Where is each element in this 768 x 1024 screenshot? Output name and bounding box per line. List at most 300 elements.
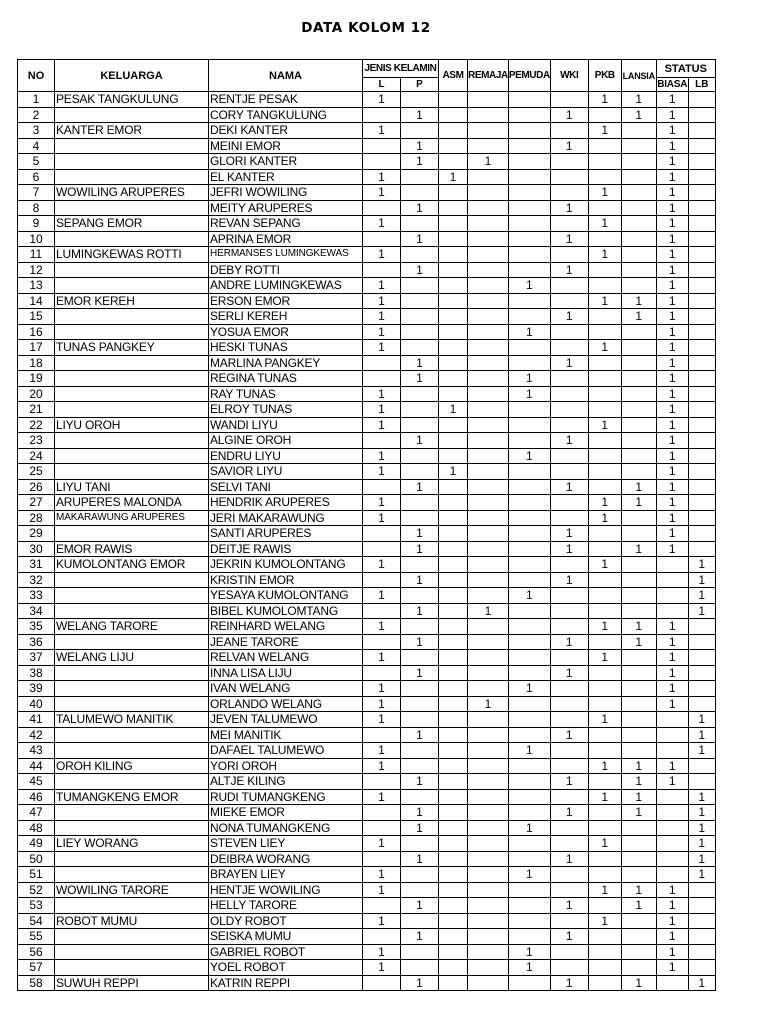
cell-remaja bbox=[468, 138, 509, 154]
cell-asm: 1 bbox=[439, 169, 468, 185]
cell-keluarga: WOWILING ARUPERES bbox=[55, 185, 209, 201]
cell-remaja bbox=[468, 293, 509, 309]
cell-no: 45 bbox=[18, 774, 55, 790]
table-row bbox=[18, 882, 716, 898]
cell-lb bbox=[688, 495, 715, 511]
cell-no: 36 bbox=[18, 634, 55, 650]
cell-pemuda bbox=[508, 913, 550, 929]
cell-remaja bbox=[468, 231, 509, 247]
cell-p: 1 bbox=[401, 898, 439, 914]
cell-wki: 1 bbox=[550, 309, 588, 325]
cell-nama: ERSON EMOR bbox=[209, 293, 363, 309]
cell-asm bbox=[439, 200, 468, 216]
cell-no: 58 bbox=[18, 975, 55, 991]
cell-nama: RAY TUNAS bbox=[209, 386, 363, 402]
cell-asm bbox=[439, 340, 468, 356]
cell-pemuda bbox=[508, 355, 550, 371]
table-row bbox=[18, 681, 716, 697]
cell-lansia bbox=[621, 851, 656, 867]
cell-l: 1 bbox=[363, 402, 401, 418]
cell-lb bbox=[688, 696, 715, 712]
cell-pkb bbox=[588, 433, 621, 449]
cell-no: 29 bbox=[18, 526, 55, 542]
cell-remaja bbox=[468, 805, 509, 821]
cell-wki: 1 bbox=[550, 355, 588, 371]
cell-biasa: 1 bbox=[656, 138, 688, 154]
header-status: STATUS bbox=[656, 60, 715, 78]
cell-wki: 1 bbox=[550, 262, 588, 278]
cell-pemuda bbox=[508, 619, 550, 635]
cell-l bbox=[363, 603, 401, 619]
cell-nama: DEBY ROTTI bbox=[209, 262, 363, 278]
cell-no: 42 bbox=[18, 727, 55, 743]
header-no: NO bbox=[18, 60, 55, 92]
cell-wki bbox=[550, 340, 588, 356]
cell-pemuda bbox=[508, 526, 550, 542]
cell-lb bbox=[688, 355, 715, 371]
cell-remaja bbox=[468, 929, 509, 945]
cell-pemuda bbox=[508, 805, 550, 821]
cell-pkb bbox=[588, 402, 621, 418]
cell-p bbox=[401, 123, 439, 139]
cell-pkb: 1 bbox=[588, 836, 621, 852]
cell-keluarga: WOWILING TARORE bbox=[55, 882, 209, 898]
cell-remaja bbox=[468, 169, 509, 185]
table-row bbox=[18, 169, 716, 185]
cell-no: 32 bbox=[18, 572, 55, 588]
cell-biasa: 1 bbox=[656, 402, 688, 418]
cell-l bbox=[363, 107, 401, 123]
cell-p bbox=[401, 789, 439, 805]
cell-p bbox=[401, 681, 439, 697]
cell-remaja: 1 bbox=[468, 154, 509, 170]
cell-p bbox=[401, 557, 439, 573]
table-row bbox=[18, 355, 716, 371]
cell-asm bbox=[439, 681, 468, 697]
cell-asm bbox=[439, 665, 468, 681]
table-row bbox=[18, 634, 716, 650]
cell-lb bbox=[688, 681, 715, 697]
cell-remaja bbox=[468, 789, 509, 805]
cell-nama: EL KANTER bbox=[209, 169, 363, 185]
cell-nama: DEIBRA WORANG bbox=[209, 851, 363, 867]
cell-no: 54 bbox=[18, 913, 55, 929]
cell-pkb bbox=[588, 681, 621, 697]
cell-nama: SANTI ARUPERES bbox=[209, 526, 363, 542]
cell-p bbox=[401, 185, 439, 201]
cell-biasa: 1 bbox=[656, 107, 688, 123]
cell-lansia: 1 bbox=[621, 789, 656, 805]
cell-wki bbox=[550, 386, 588, 402]
cell-nama: CORY TANGKULUNG bbox=[209, 107, 363, 123]
cell-lansia bbox=[621, 743, 656, 759]
cell-lb: 1 bbox=[688, 805, 715, 821]
page-title: DATA KOLOM 12 bbox=[301, 20, 431, 36]
cell-lansia bbox=[621, 402, 656, 418]
cell-pemuda bbox=[508, 882, 550, 898]
cell-lansia bbox=[621, 572, 656, 588]
cell-biasa: 1 bbox=[656, 433, 688, 449]
cell-l bbox=[363, 541, 401, 557]
cell-no: 35 bbox=[18, 619, 55, 635]
cell-wki bbox=[550, 216, 588, 232]
cell-l: 1 bbox=[363, 293, 401, 309]
cell-remaja bbox=[468, 774, 509, 790]
cell-l bbox=[363, 231, 401, 247]
cell-no: 25 bbox=[18, 464, 55, 480]
cell-wki bbox=[550, 247, 588, 263]
cell-asm bbox=[439, 433, 468, 449]
cell-l bbox=[363, 262, 401, 278]
cell-l: 1 bbox=[363, 340, 401, 356]
cell-l: 1 bbox=[363, 557, 401, 573]
cell-keluarga bbox=[55, 696, 209, 712]
cell-l: 1 bbox=[363, 92, 401, 108]
cell-keluarga bbox=[55, 355, 209, 371]
cell-lb bbox=[688, 464, 715, 480]
cell-p bbox=[401, 650, 439, 666]
cell-asm bbox=[439, 743, 468, 759]
cell-pemuda: 1 bbox=[508, 867, 550, 883]
cell-lb bbox=[688, 665, 715, 681]
cell-lb bbox=[688, 231, 715, 247]
cell-wki bbox=[550, 681, 588, 697]
cell-l: 1 bbox=[363, 309, 401, 325]
cell-nama: HESKI TUNAS bbox=[209, 340, 363, 356]
cell-p bbox=[401, 293, 439, 309]
cell-pemuda bbox=[508, 169, 550, 185]
cell-remaja bbox=[468, 913, 509, 929]
cell-p bbox=[401, 510, 439, 526]
cell-asm bbox=[439, 913, 468, 929]
header-jenis-kelamin: JENIS KELAMIN bbox=[363, 60, 439, 78]
cell-asm bbox=[439, 619, 468, 635]
cell-nama: ORLANDO WELANG bbox=[209, 696, 363, 712]
cell-lb bbox=[688, 262, 715, 278]
cell-wki: 1 bbox=[550, 929, 588, 945]
cell-pemuda: 1 bbox=[508, 681, 550, 697]
cell-l: 1 bbox=[363, 960, 401, 976]
table-row bbox=[18, 820, 716, 836]
cell-lb bbox=[688, 123, 715, 139]
table-row bbox=[18, 479, 716, 495]
cell-l bbox=[363, 774, 401, 790]
cell-lb bbox=[688, 340, 715, 356]
cell-nama: HENTJE WOWILING bbox=[209, 882, 363, 898]
cell-nama: GLORI KANTER bbox=[209, 154, 363, 170]
cell-lansia bbox=[621, 526, 656, 542]
cell-asm bbox=[439, 851, 468, 867]
table-row bbox=[18, 402, 716, 418]
cell-wki bbox=[550, 371, 588, 387]
cell-wki bbox=[550, 944, 588, 960]
cell-keluarga bbox=[55, 774, 209, 790]
table-row bbox=[18, 557, 716, 573]
cell-biasa bbox=[656, 572, 688, 588]
cell-l bbox=[363, 805, 401, 821]
cell-lb: 1 bbox=[688, 975, 715, 991]
table-row bbox=[18, 588, 716, 604]
cell-nama: HERMANSES LUMINGKEWAS bbox=[209, 247, 363, 263]
cell-biasa: 1 bbox=[656, 758, 688, 774]
cell-no: 18 bbox=[18, 355, 55, 371]
cell-l bbox=[363, 665, 401, 681]
cell-pkb bbox=[588, 278, 621, 294]
table-row bbox=[18, 293, 716, 309]
cell-lansia bbox=[621, 417, 656, 433]
table-row bbox=[18, 805, 716, 821]
cell-lansia bbox=[621, 169, 656, 185]
cell-nama: SELVI TANI bbox=[209, 479, 363, 495]
cell-l: 1 bbox=[363, 758, 401, 774]
cell-pkb bbox=[588, 960, 621, 976]
cell-wki: 1 bbox=[550, 727, 588, 743]
cell-pemuda bbox=[508, 510, 550, 526]
cell-pemuda bbox=[508, 665, 550, 681]
table-row bbox=[18, 448, 716, 464]
cell-remaja bbox=[468, 557, 509, 573]
cell-p bbox=[401, 588, 439, 604]
cell-pemuda bbox=[508, 433, 550, 449]
cell-asm bbox=[439, 309, 468, 325]
cell-l: 1 bbox=[363, 448, 401, 464]
cell-keluarga bbox=[55, 588, 209, 604]
cell-lb bbox=[688, 448, 715, 464]
cell-wki bbox=[550, 402, 588, 418]
cell-lb bbox=[688, 293, 715, 309]
cell-remaja bbox=[468, 851, 509, 867]
table-row bbox=[18, 92, 716, 108]
cell-pkb: 1 bbox=[588, 185, 621, 201]
cell-pkb bbox=[588, 975, 621, 991]
cell-no: 14 bbox=[18, 293, 55, 309]
cell-p: 1 bbox=[401, 572, 439, 588]
cell-nama: KRISTIN EMOR bbox=[209, 572, 363, 588]
header-asm: ASM bbox=[439, 60, 468, 92]
cell-p bbox=[401, 960, 439, 976]
cell-pemuda bbox=[508, 975, 550, 991]
cell-asm bbox=[439, 712, 468, 728]
table-row bbox=[18, 758, 716, 774]
cell-remaja bbox=[468, 386, 509, 402]
cell-p bbox=[401, 882, 439, 898]
cell-no: 56 bbox=[18, 944, 55, 960]
cell-lansia bbox=[621, 913, 656, 929]
cell-biasa: 1 bbox=[656, 386, 688, 402]
cell-remaja bbox=[468, 975, 509, 991]
cell-keluarga bbox=[55, 960, 209, 976]
cell-lb bbox=[688, 898, 715, 914]
table-row bbox=[18, 340, 716, 356]
cell-keluarga: MAKARAWUNG ARUPERES bbox=[55, 510, 209, 526]
cell-wki bbox=[550, 417, 588, 433]
cell-asm bbox=[439, 293, 468, 309]
cell-nama: REVAN SEPANG bbox=[209, 216, 363, 232]
cell-no: 43 bbox=[18, 743, 55, 759]
cell-l: 1 bbox=[363, 743, 401, 759]
cell-l: 1 bbox=[363, 510, 401, 526]
cell-asm bbox=[439, 836, 468, 852]
cell-l: 1 bbox=[363, 882, 401, 898]
cell-keluarga: EMOR KEREH bbox=[55, 293, 209, 309]
cell-nama: REINHARD WELANG bbox=[209, 619, 363, 635]
cell-lb bbox=[688, 309, 715, 325]
cell-p bbox=[401, 247, 439, 263]
cell-lansia: 1 bbox=[621, 619, 656, 635]
cell-asm bbox=[439, 185, 468, 201]
cell-keluarga bbox=[55, 169, 209, 185]
cell-nama: RUDI TUMANGKENG bbox=[209, 789, 363, 805]
cell-lb: 1 bbox=[688, 867, 715, 883]
cell-lb: 1 bbox=[688, 603, 715, 619]
cell-remaja bbox=[468, 681, 509, 697]
cell-lansia bbox=[621, 588, 656, 604]
cell-wki: 1 bbox=[550, 975, 588, 991]
cell-biasa bbox=[656, 603, 688, 619]
cell-pemuda: 1 bbox=[508, 324, 550, 340]
cell-lansia bbox=[621, 123, 656, 139]
cell-biasa: 1 bbox=[656, 448, 688, 464]
table-row bbox=[18, 572, 716, 588]
cell-keluarga bbox=[55, 371, 209, 387]
cell-keluarga: SUWUH REPPI bbox=[55, 975, 209, 991]
cell-pemuda bbox=[508, 216, 550, 232]
cell-wki bbox=[550, 619, 588, 635]
cell-wki bbox=[550, 913, 588, 929]
cell-remaja bbox=[468, 650, 509, 666]
table-row bbox=[18, 696, 716, 712]
cell-p: 1 bbox=[401, 107, 439, 123]
cell-biasa: 1 bbox=[656, 247, 688, 263]
table-row bbox=[18, 123, 716, 139]
cell-biasa: 1 bbox=[656, 650, 688, 666]
cell-p bbox=[401, 464, 439, 480]
cell-pemuda bbox=[508, 696, 550, 712]
cell-pemuda bbox=[508, 309, 550, 325]
cell-asm bbox=[439, 929, 468, 945]
cell-keluarga bbox=[55, 138, 209, 154]
cell-lb bbox=[688, 758, 715, 774]
table-row bbox=[18, 774, 716, 790]
cell-lansia bbox=[621, 867, 656, 883]
cell-lansia bbox=[621, 185, 656, 201]
cell-no: 19 bbox=[18, 371, 55, 387]
cell-wki bbox=[550, 867, 588, 883]
table-row bbox=[18, 913, 716, 929]
cell-lansia: 1 bbox=[621, 898, 656, 914]
cell-lb bbox=[688, 650, 715, 666]
cell-biasa: 1 bbox=[656, 526, 688, 542]
cell-remaja bbox=[468, 355, 509, 371]
cell-p bbox=[401, 386, 439, 402]
table-row bbox=[18, 712, 716, 728]
cell-nama: ALTJE KILING bbox=[209, 774, 363, 790]
cell-no: 41 bbox=[18, 712, 55, 728]
cell-keluarga: KUMOLONTANG EMOR bbox=[55, 557, 209, 573]
cell-p bbox=[401, 309, 439, 325]
cell-l bbox=[363, 433, 401, 449]
cell-p bbox=[401, 696, 439, 712]
cell-pemuda bbox=[508, 634, 550, 650]
cell-wki: 1 bbox=[550, 774, 588, 790]
cell-l: 1 bbox=[363, 681, 401, 697]
cell-lb bbox=[688, 619, 715, 635]
cell-l bbox=[363, 975, 401, 991]
cell-l bbox=[363, 572, 401, 588]
cell-wki: 1 bbox=[550, 805, 588, 821]
cell-p bbox=[401, 944, 439, 960]
cell-asm: 1 bbox=[439, 402, 468, 418]
cell-nama: WANDI LIYU bbox=[209, 417, 363, 433]
cell-no: 44 bbox=[18, 758, 55, 774]
cell-keluarga: OROH KILING bbox=[55, 758, 209, 774]
cell-asm bbox=[439, 526, 468, 542]
cell-pkb bbox=[588, 154, 621, 170]
cell-nama: ANDRE LUMINGKEWAS bbox=[209, 278, 363, 294]
cell-remaja bbox=[468, 278, 509, 294]
cell-no: 15 bbox=[18, 309, 55, 325]
cell-pkb bbox=[588, 665, 621, 681]
table-row bbox=[18, 743, 716, 759]
cell-nama: DAFAEL TALUMEWO bbox=[209, 743, 363, 759]
cell-pkb bbox=[588, 820, 621, 836]
cell-biasa bbox=[656, 557, 688, 573]
cell-nama: MEITY ARUPERES bbox=[209, 200, 363, 216]
cell-p bbox=[401, 216, 439, 232]
cell-keluarga: EMOR RAWIS bbox=[55, 541, 209, 557]
cell-biasa: 1 bbox=[656, 882, 688, 898]
cell-biasa: 1 bbox=[656, 200, 688, 216]
cell-lb bbox=[688, 774, 715, 790]
cell-no: 13 bbox=[18, 278, 55, 294]
cell-wki bbox=[550, 650, 588, 666]
cell-keluarga: TALUMEWO MANITIK bbox=[55, 712, 209, 728]
cell-l bbox=[363, 200, 401, 216]
cell-keluarga: WELANG TARORE bbox=[55, 619, 209, 635]
cell-keluarga: LIYU TANI bbox=[55, 479, 209, 495]
cell-lansia bbox=[621, 324, 656, 340]
cell-nama: MEINI EMOR bbox=[209, 138, 363, 154]
cell-pkb bbox=[588, 309, 621, 325]
cell-biasa: 1 bbox=[656, 464, 688, 480]
cell-remaja bbox=[468, 433, 509, 449]
cell-remaja bbox=[468, 262, 509, 278]
cell-p bbox=[401, 913, 439, 929]
cell-lansia bbox=[621, 944, 656, 960]
cell-lansia bbox=[621, 696, 656, 712]
cell-wki: 1 bbox=[550, 541, 588, 557]
cell-keluarga bbox=[55, 448, 209, 464]
cell-remaja bbox=[468, 185, 509, 201]
cell-pemuda bbox=[508, 231, 550, 247]
cell-lansia bbox=[621, 262, 656, 278]
cell-lansia bbox=[621, 278, 656, 294]
cell-pkb bbox=[588, 169, 621, 185]
cell-biasa: 1 bbox=[656, 309, 688, 325]
cell-no: 34 bbox=[18, 603, 55, 619]
header-p: P bbox=[401, 78, 439, 92]
cell-l: 1 bbox=[363, 464, 401, 480]
cell-wki bbox=[550, 557, 588, 573]
cell-lb bbox=[688, 324, 715, 340]
cell-p bbox=[401, 324, 439, 340]
cell-l: 1 bbox=[363, 247, 401, 263]
cell-lansia bbox=[621, 231, 656, 247]
cell-lb: 1 bbox=[688, 557, 715, 573]
cell-remaja bbox=[468, 588, 509, 604]
cell-keluarga: LIYU OROH bbox=[55, 417, 209, 433]
cell-no: 11 bbox=[18, 247, 55, 263]
